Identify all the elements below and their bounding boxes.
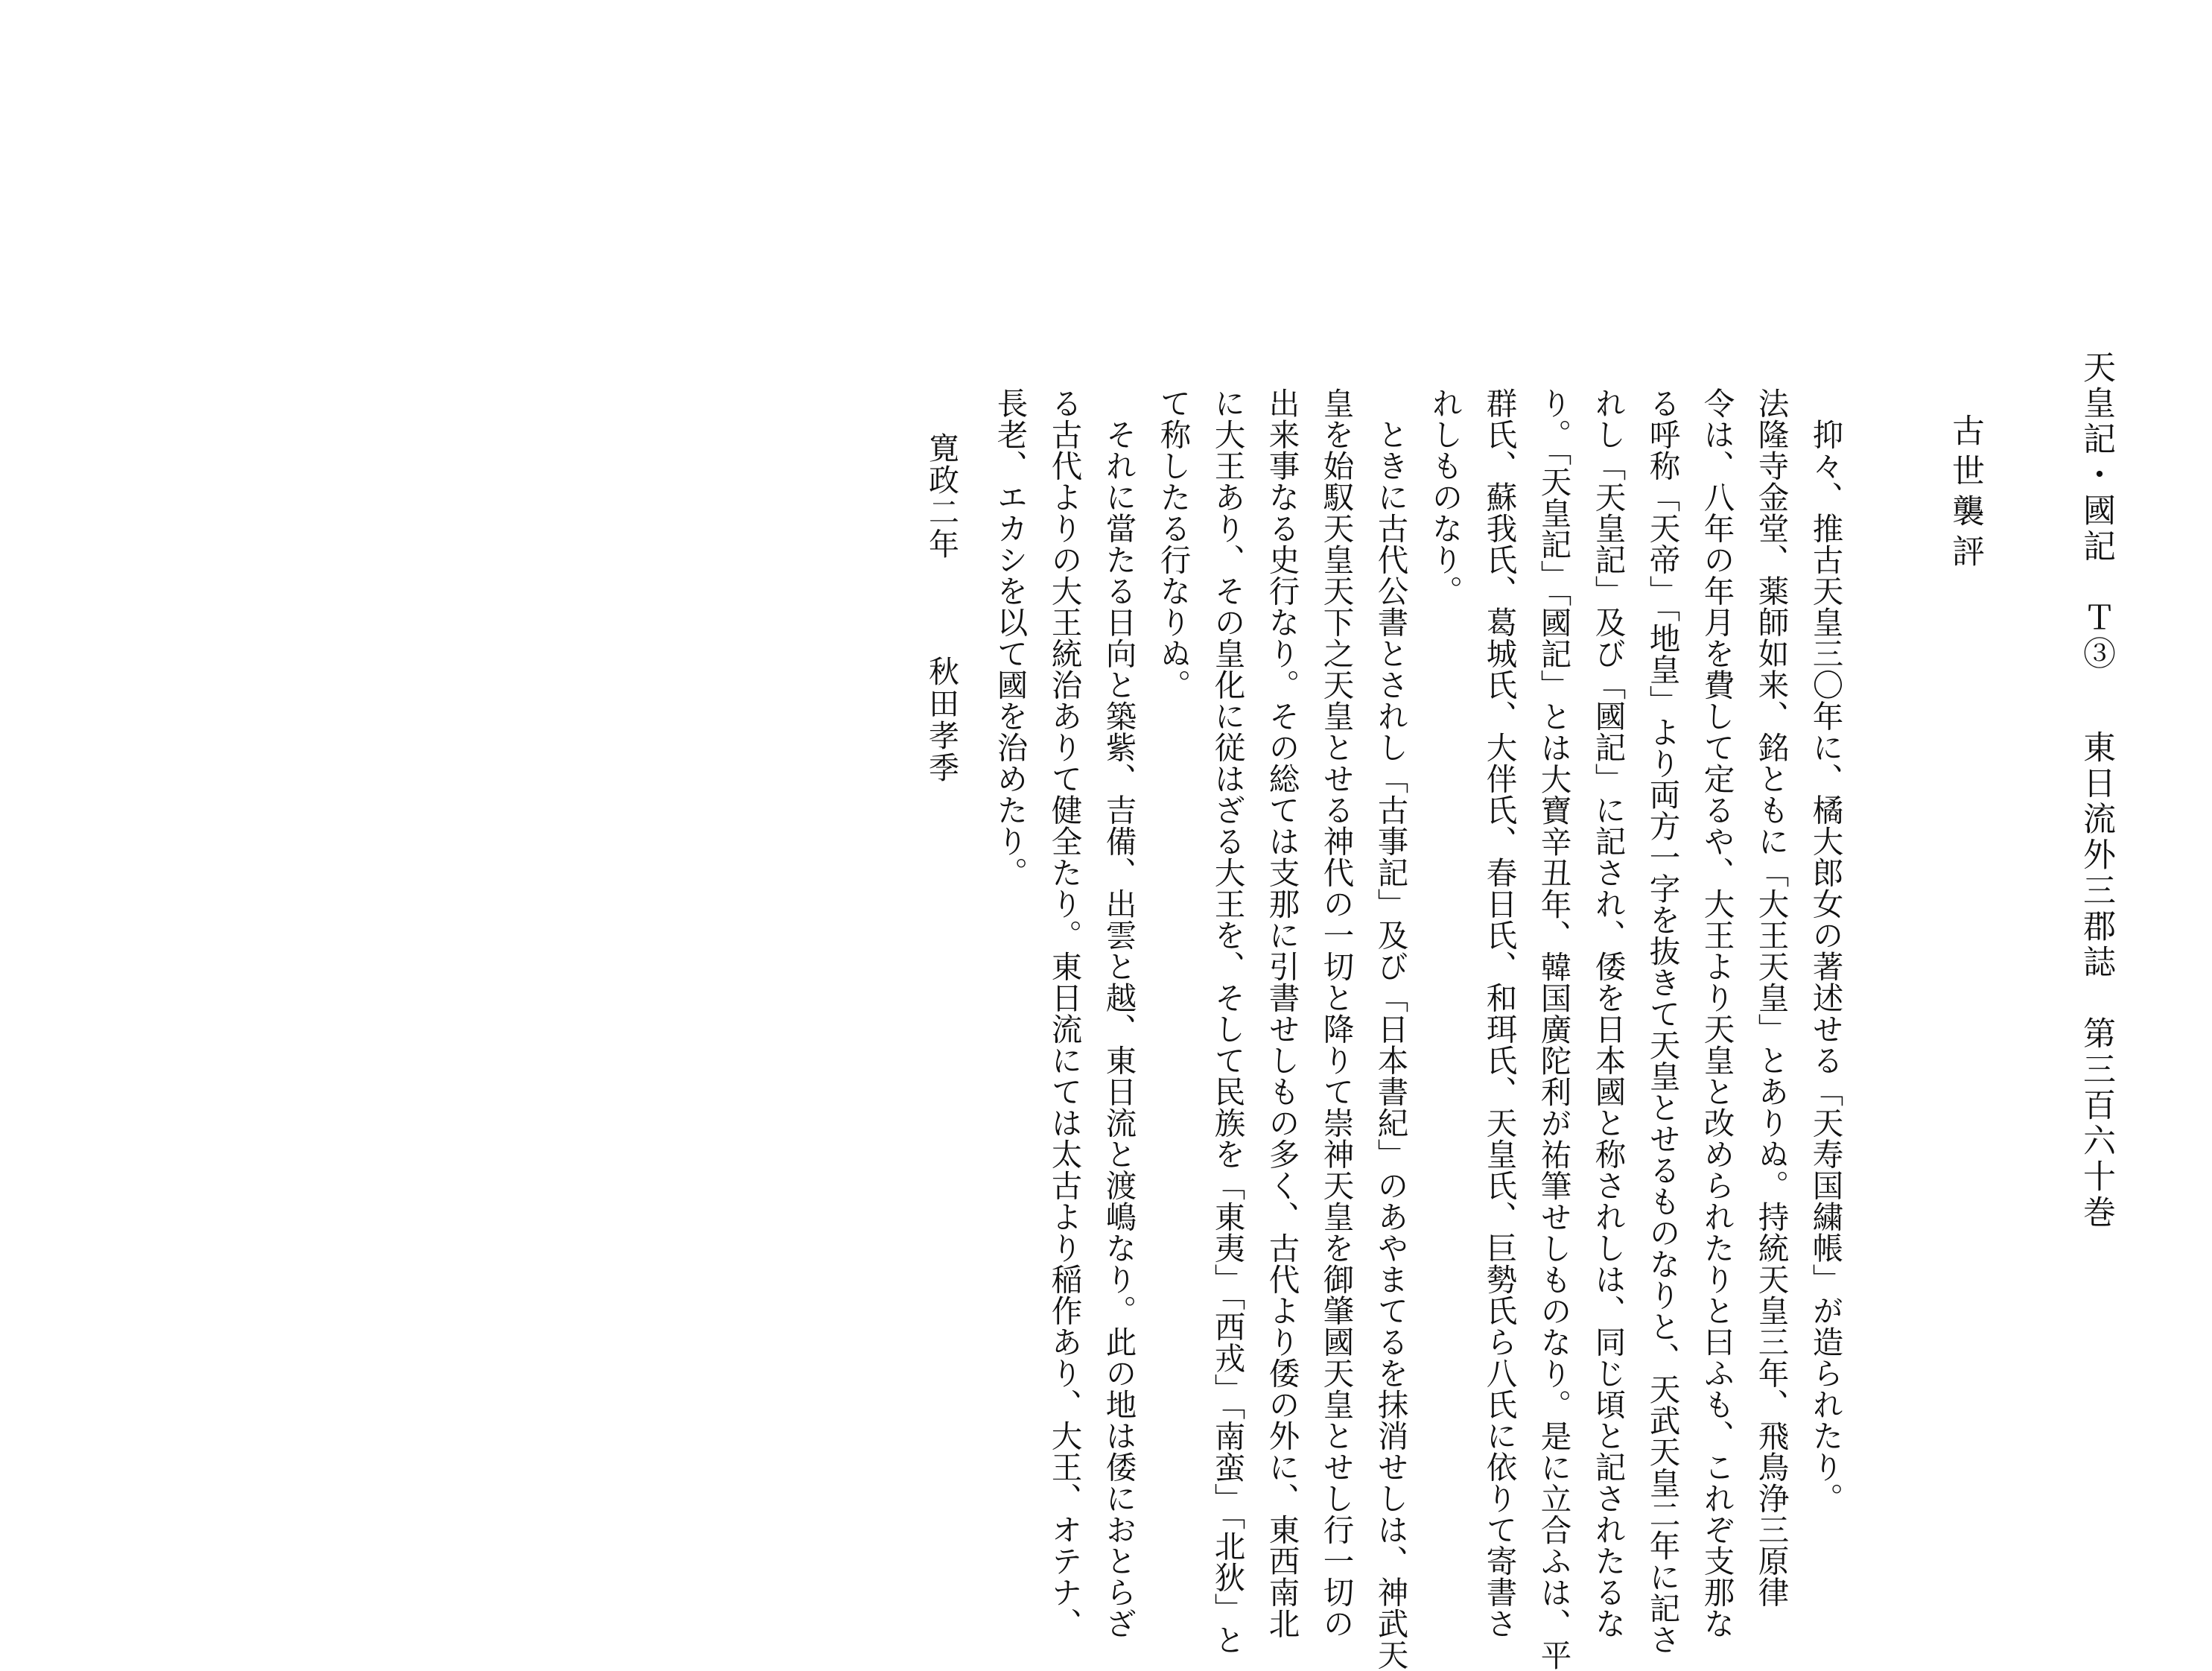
text-line: に大王あり、その皇化に従はざる大王を、そして民族を「東夷」「西戎」「南蛮」「北狄」と	[1209, 387, 1246, 1655]
text-line: 皇を始馭天皇天下之天皇とせる神代の一切と降りて崇神天皇を御肇國天皇とせし行一切の	[1318, 387, 1355, 1639]
signature-author: 秋田孝季	[924, 656, 959, 784]
text-line: 令は、八年の年月を費して定るや、大王より天皇と改められたりと曰ふも、これぞ支那な	[1698, 387, 1735, 1639]
text-line: 法隆寺金堂、薬師如来、銘ともに「大王天皇」とありぬ。持統天皇三年、飛鳥浄三原律	[1752, 387, 1790, 1608]
text-line: 長老、エカシを以て國を治めたり。	[991, 387, 1029, 888]
text-line: れしものなり。	[1426, 387, 1463, 606]
text-line: 群氏、蘇我氏、葛城氏、大伴氏、春日氏、和珥氏、天皇氏、巨勢氏ら八氏に依りて寄書さ	[1481, 387, 1518, 1639]
signature-era: 寛政二年	[924, 432, 959, 560]
text-line: る呼称「天帝」「地皇」より両方一字を抜きて天皇とせるものなりと、天武天皇二年に記さ	[1644, 387, 1681, 1655]
text-line: ときに古代公書とされし「古事記」及び「日本書紀」のあやまてるを抹消せしは、神武天	[1372, 387, 1409, 1670]
header-left-title: 天皇記・國記 Ｔ③	[2077, 350, 2115, 672]
text-line: る古代よりの大王統治ありて健全たり。東日流にては太古より稲作あり、大王、オテナ、	[1046, 387, 1083, 1639]
text-line: それに當たる日向と築紫、吉備、出雲と越、東日流と渡嶋なり。此の地は倭におとらざ	[1100, 387, 1137, 1639]
text-line: 出来事なる史行なり。その総ては支那に引書せしもの多く、古代より倭の外に、東西南北	[1263, 387, 1300, 1639]
text-line: れし「天皇記」及び「國記」に記され、倭を日本國と称されしは、同じ頃と記されたるな	[1589, 387, 1627, 1639]
section-subtitle: 古世襲評	[1946, 413, 1984, 574]
text-line: り。「天皇記」「國記」とは大寶辛丑年、韓国廣陀利が祐筆せしものなり。是に立合ふは、平	[1535, 387, 1572, 1671]
text-line: て称したる行なりぬ。	[1154, 387, 1192, 700]
text-line: 抑々、推古天皇三〇年に、橘大郎女の著述せる「天寿国繍帳」が造られたり。	[1807, 387, 1844, 1514]
header-right-title: 東日流外三郡誌 第三百六十巻	[2077, 730, 2115, 1231]
